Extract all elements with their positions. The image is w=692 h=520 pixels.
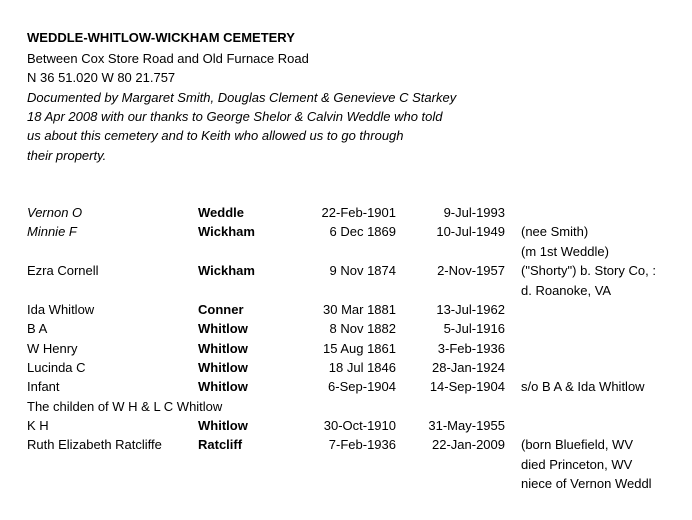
given-name: Lucinda C: [27, 360, 86, 375]
burial-row: [0, 416, 692, 435]
burial-note: niece of Vernon Weddl: [521, 476, 652, 491]
death-date: 13-Jul-1962: [436, 302, 505, 317]
birth-date: 18 Jul 1846: [328, 360, 396, 375]
burial-row: [0, 203, 692, 222]
death-date: 10-Jul-1949: [436, 224, 505, 239]
surname: Weddle: [198, 205, 244, 220]
birth-date: 22-Feb-1901: [321, 205, 396, 220]
death-date: 3-Feb-1936: [437, 341, 505, 356]
birth-date: 8 Nov 1882: [329, 321, 396, 336]
given-name: Ruth Elizabeth Ratcliffe: [27, 437, 162, 452]
surname: Ratcliff: [198, 437, 243, 452]
birth-date: 15 Aug 1861: [322, 341, 396, 356]
burial-note: s/o B A & Ida Whitlow: [521, 379, 645, 394]
surname: Whitlow: [198, 418, 248, 433]
burial-row: [0, 377, 692, 396]
surname: Conner: [198, 302, 244, 317]
burial-note: (born Bluefield, WV: [521, 437, 633, 452]
burial-row: [0, 435, 692, 454]
burial-row: [0, 261, 692, 280]
given-name: Minnie F: [27, 224, 77, 239]
birth-date: 6-Sep-1904: [328, 379, 396, 394]
birth-date: 6 Dec 1869: [329, 224, 396, 239]
surname: Wickham: [198, 224, 255, 239]
death-date: 31-May-1955: [428, 418, 505, 433]
given-name: Ezra Cornell: [27, 263, 99, 278]
surname: Wickham: [198, 263, 255, 278]
birth-date: 30-Oct-1910: [323, 418, 396, 433]
given-name: W Henry: [27, 341, 78, 356]
surname: Whitlow: [198, 360, 248, 375]
burial-note: (nee Smith): [521, 224, 589, 239]
documented-by-line: Documented by Margaret Smith, Douglas Clement & Genevieve C Starkey: [27, 90, 457, 105]
given-name: K H: [27, 418, 49, 433]
burial-row: [0, 300, 692, 319]
children-note: The childen of W H & L C Whitlow: [27, 399, 223, 414]
given-name: B A: [27, 321, 48, 336]
burial-row: [0, 222, 692, 241]
document-title: WEDDLE-WHITLOW-WICKHAM CEMETERY: [27, 30, 295, 45]
coordinates-line: N 36 51.020 W 80 21.757: [27, 70, 176, 85]
thanks-line-3: their property.: [27, 148, 107, 163]
thanks-line-1: 18 Apr 2008 with our thanks to George Shelor & Calvin Weddle who told: [27, 109, 443, 124]
death-date: 28-Jan-1924: [432, 360, 505, 375]
death-date: 2-Nov-1957: [437, 263, 505, 278]
birth-date: 30 Mar 1881: [323, 302, 396, 317]
thanks-line-2: us about this cemetery and to Keith who allowed us to go through: [27, 128, 404, 143]
burial-note: ("Shorty") b. Story Co, :: [521, 263, 656, 278]
surname: Whitlow: [198, 341, 248, 356]
death-date: 22-Jan-2009: [432, 437, 505, 452]
given-name: Infant: [27, 379, 60, 394]
death-date: 9-Jul-1993: [443, 205, 505, 220]
death-date: 5-Jul-1916: [443, 321, 505, 336]
burial-note: (m 1st Weddle): [521, 244, 609, 259]
given-name: Ida Whitlow: [27, 302, 95, 317]
burial-note: d. Roanoke, VA: [521, 283, 612, 298]
surname: Whitlow: [198, 321, 248, 336]
birth-date: 7-Feb-1936: [328, 437, 396, 452]
location-line: Between Cox Store Road and Old Furnace Road: [27, 51, 309, 66]
birth-date: 9 Nov 1874: [329, 263, 396, 278]
burial-row: [0, 339, 692, 358]
given-name: Vernon O: [27, 205, 83, 220]
burial-row: [0, 319, 692, 338]
surname: Whitlow: [198, 379, 248, 394]
burial-row: [0, 358, 692, 377]
burial-note: died Princeton, WV: [521, 457, 633, 472]
death-date: 14-Sep-1904: [429, 379, 505, 394]
